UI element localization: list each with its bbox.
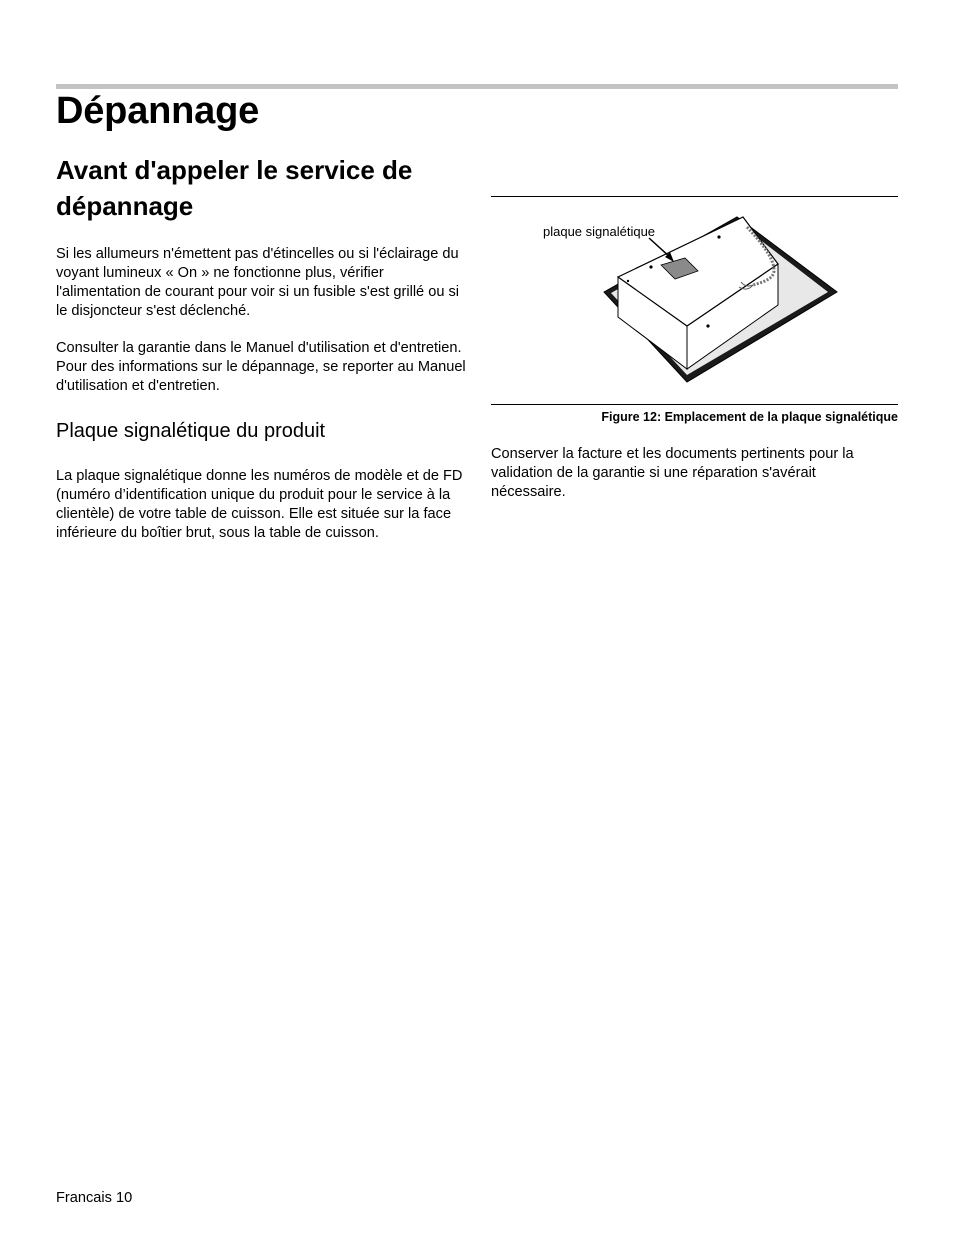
page-title: Dépannage (56, 90, 260, 132)
subsection-title: Plaque signalétique du produit (56, 420, 326, 442)
figure-caption: Figure 12: Emplacement de la plaque signalétique (601, 410, 898, 424)
paragraph-rating-plate: La plaque signalétique donne les numéros de modèle et de FD (numéro d’identification unique du produit pour le service à la clientèle) de votre table de cuisson. Elle est située sur la face inférieure du boîtier brut, sous la table de cuisson. (56, 468, 463, 541)
paragraph-igniters: Si les allumeurs n'émettent pas d'étincelles ou si l'éclairage du voyant lumineux « On » ne fonctionne plus, vérifier l'alimentation de courant pour voir si un fusible s'est grillé ou si le disjoncteur s'est déclenché. (56, 246, 460, 319)
title-rule (56, 84, 898, 89)
figure-rating-plate (491, 197, 898, 404)
figure-rule-bottom (491, 404, 898, 405)
section-title: Avant d'appeler le service de dépannage (56, 155, 413, 221)
paragraph-invoice: Conserver la facture et les documents pertinents pour la validation de la garantie si une réparation s'avérait nécessaire. (491, 446, 854, 500)
paragraph-warranty: Consulter la garantie dans le Manuel d'utilisation et d'entretien. Pour des informations sur le dépannage, se reporter au Manuel d'utilisation et d'entretien. (56, 340, 466, 394)
figure-label: plaque signalétique (543, 224, 656, 239)
page-footer: Francais 10 (56, 1190, 133, 1206)
